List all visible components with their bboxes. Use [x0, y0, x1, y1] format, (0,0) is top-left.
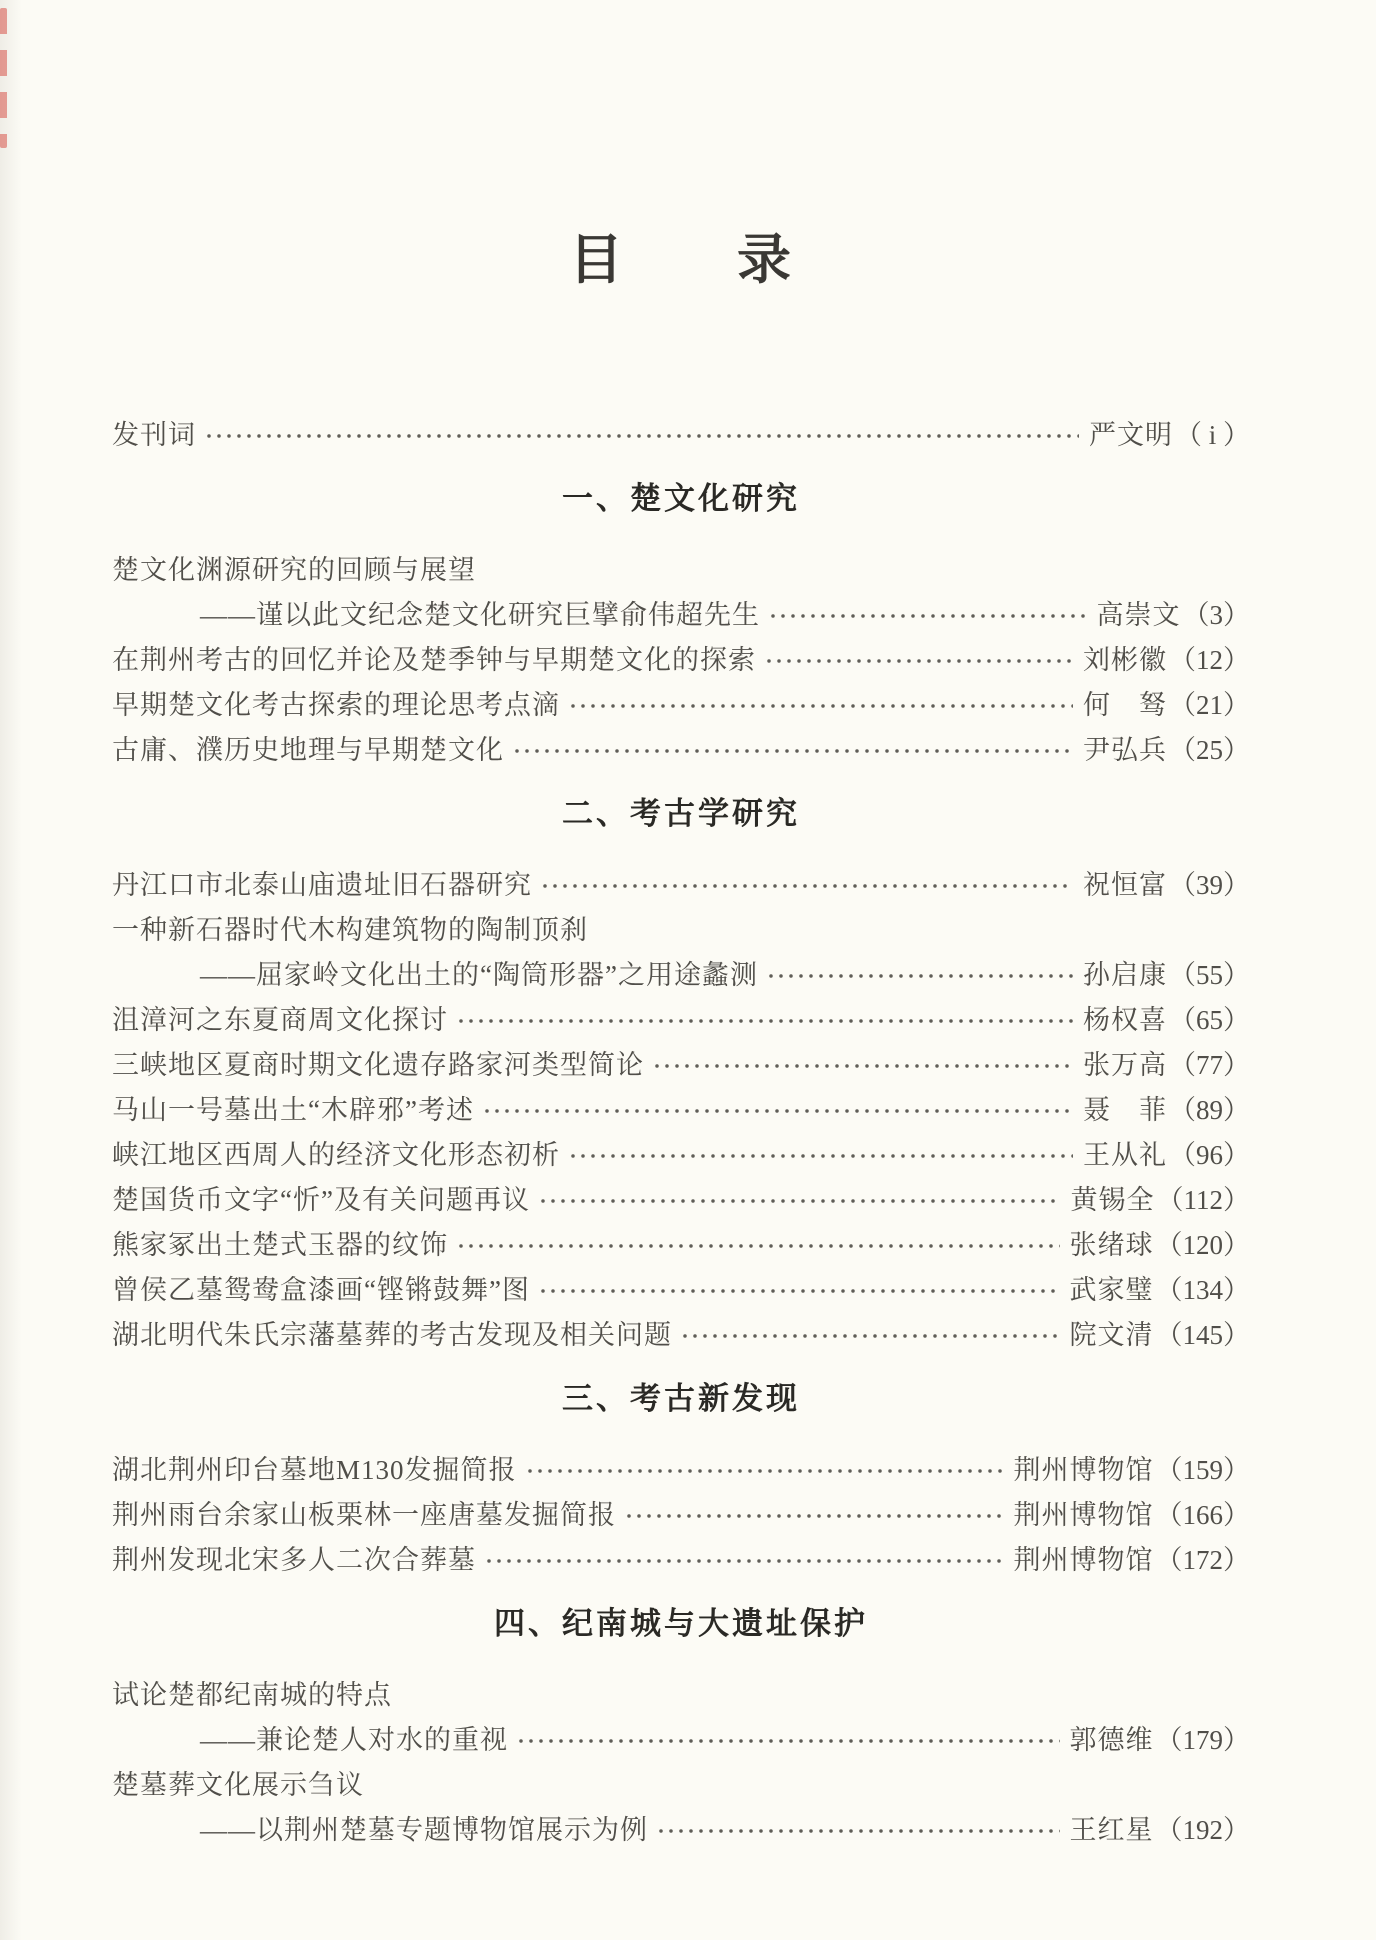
entry-title: 峡江地区西周人的经济文化形态初析 [112, 1140, 560, 1170]
entry-title: 在荆州考古的回忆并论及楚季钟与早期楚文化的探索 [112, 645, 756, 675]
section-heading: 二、考古学研究 [562, 796, 800, 831]
entry-author: 黄锡全 [1070, 1185, 1155, 1215]
entry-title: 沮漳河之东夏商周文化探讨 [112, 1005, 448, 1035]
toc-entry-line [112, 1130, 1250, 1175]
toc-entry-line [112, 725, 1250, 770]
toc-entry-line [112, 950, 1250, 995]
entry-page: （89） [1169, 1095, 1250, 1125]
toc-entry-line [112, 680, 1250, 725]
entry-author: 荆州博物馆 [1013, 1545, 1154, 1575]
dot-leader [568, 1130, 1073, 1175]
dot-leader [525, 1445, 1004, 1490]
entry-page: （145） [1155, 1320, 1250, 1350]
entry-title: 早期楚文化考古探索的理论思考点滴 [112, 690, 560, 720]
dot-leader [652, 1040, 1073, 1085]
entry-title: 试论楚都纪南城的特点 [112, 1680, 392, 1710]
toc-list [112, 410, 1250, 1850]
entry-title: 荆州雨台余家山板栗林一座唐墓发掘简报 [112, 1500, 616, 1530]
dot-leader [512, 725, 1073, 770]
entry-page: （179） [1155, 1725, 1250, 1755]
entry-author: 王红星 [1069, 1815, 1154, 1845]
dot-leader [624, 1490, 1004, 1535]
entry-page: （159） [1155, 1455, 1250, 1485]
entry-title: 古庸、濮历史地理与早期楚文化 [112, 735, 504, 765]
toc-entry-line [112, 1805, 1250, 1850]
entry-page: （77） [1169, 1050, 1250, 1080]
entry-page: （192） [1155, 1815, 1250, 1845]
entry-author: 刘彬徽 [1083, 645, 1167, 675]
dot-leader [538, 1265, 1060, 1310]
entry-author: 郭德维 [1069, 1725, 1154, 1755]
section-heading: 三、考古新发现 [562, 1381, 800, 1416]
entry-page: （65） [1169, 1005, 1250, 1035]
dot-leader [680, 1310, 1060, 1355]
entry-author: 尹弘兵 [1083, 735, 1167, 765]
entry-title: 曾侯乙墓鸳鸯盒漆画“铿锵鼓舞”图 [112, 1275, 530, 1305]
entry-author: 何 驽 [1083, 690, 1167, 720]
section-heading: 四、纪南城与大遗址保护 [494, 1606, 868, 1641]
entry-title: 一种新石器时代木构建筑物的陶制顶刹 [112, 915, 588, 945]
dot-leader [540, 860, 1073, 905]
entry-page: （96） [1169, 1140, 1250, 1170]
entry-author: 张绪球 [1069, 1230, 1154, 1260]
toc-entry-line [112, 1175, 1250, 1220]
entry-author: 院文清 [1069, 1320, 1154, 1350]
entry-author: 张万高 [1083, 1050, 1167, 1080]
page-title: 目 录 [569, 230, 793, 290]
entry-title: 丹江口市北泰山庙遗址旧石器研究 [112, 870, 532, 900]
entry-page: （3） [1182, 600, 1250, 630]
dot-leader [568, 680, 1073, 725]
entry-author: 荆州博物馆 [1013, 1500, 1154, 1530]
entry-author: 孙启康 [1083, 960, 1167, 990]
entry-page: （39） [1169, 870, 1250, 900]
entry-page: （134） [1155, 1275, 1250, 1305]
toc-entry-line [112, 635, 1250, 680]
entry-page: （55） [1169, 960, 1250, 990]
section-heading: 一、楚文化研究 [562, 481, 800, 516]
entry-author: 高崇文 [1096, 600, 1181, 630]
toc-entry-line [112, 1310, 1250, 1355]
dot-leader [484, 1535, 1004, 1580]
dot-leader [764, 635, 1073, 680]
dot-leader [204, 410, 1079, 455]
toc-entry-line [112, 860, 1250, 905]
entry-author: 武家璧 [1069, 1275, 1154, 1305]
dot-leader [516, 1715, 1060, 1760]
page-gutter-shading [0, 0, 26, 1940]
dot-leader [482, 1085, 1073, 1130]
toc-entry-title-line [112, 545, 1250, 590]
entry-title: ——谨以此文纪念楚文化研究巨擘俞伟超先生 [200, 600, 760, 630]
entry-title: 楚国货币文字“忻”及有关问题再议 [112, 1185, 530, 1215]
dot-leader [766, 950, 1073, 995]
entry-title: 楚墓葬文化展示刍议 [112, 1770, 364, 1800]
toc-content [112, 0, 1250, 1850]
toc-entry-line [112, 410, 1250, 455]
entry-title: ——兼论楚人对水的重视 [200, 1725, 508, 1755]
entry-title: 三峡地区夏商时期文化遗存路家河类型简论 [112, 1050, 644, 1080]
entry-title: ——屈家岭文化出土的“陶筒形器”之用途蠡测 [200, 960, 758, 990]
entry-author: 聂 菲 [1083, 1095, 1167, 1125]
entry-page: （21） [1169, 690, 1250, 720]
entry-author: 荆州博物馆 [1013, 1455, 1154, 1485]
toc-entry-line [112, 1040, 1250, 1085]
entry-title: 荆州发现北宋多人二次合葬墓 [112, 1545, 476, 1575]
entry-title: 马山一号墓出土“木辟邪”考述 [112, 1095, 474, 1125]
entry-title: ——以荆州楚墓专题博物馆展示为例 [200, 1815, 648, 1845]
scan-red-marks [0, 8, 7, 148]
dot-leader [456, 995, 1073, 1040]
toc-entry-line [112, 1265, 1250, 1310]
toc-entry-line [112, 1715, 1250, 1760]
toc-entry-line [112, 1085, 1250, 1130]
entry-page: （12） [1169, 645, 1250, 675]
entry-title: 熊家冢出土楚式玉器的纹饰 [112, 1230, 448, 1260]
entry-page: （25） [1169, 735, 1250, 765]
entry-page: （172） [1155, 1545, 1250, 1575]
entry-author: 祝恒富 [1083, 870, 1167, 900]
dot-leader [538, 1175, 1061, 1220]
entry-page: （ i ） [1174, 420, 1250, 450]
entry-title: 湖北明代朱氏宗藩墓葬的考古发现及相关问题 [112, 1320, 672, 1350]
toc-entry-title-line [112, 1670, 1250, 1715]
toc-entry-line [112, 590, 1250, 635]
entry-title: 发刊词 [112, 420, 196, 450]
entry-page: （112） [1156, 1185, 1250, 1215]
toc-entry-line [112, 1445, 1250, 1490]
toc-entry-title-line [112, 1760, 1250, 1805]
toc-entry-title-line [112, 905, 1250, 950]
toc-entry-line [112, 1535, 1250, 1580]
dot-leader [768, 590, 1087, 635]
entry-author: 杨权喜 [1083, 1005, 1167, 1035]
entry-title: 楚文化渊源研究的回顾与展望 [112, 555, 476, 585]
toc-entry-line [112, 1490, 1250, 1535]
entry-page: （120） [1155, 1230, 1250, 1260]
dot-leader [656, 1805, 1060, 1850]
dot-leader [456, 1220, 1060, 1265]
entry-author: 严文明 [1088, 420, 1173, 450]
toc-entry-line [112, 995, 1250, 1040]
toc-entry-line [112, 1220, 1250, 1265]
entry-page: （166） [1155, 1500, 1250, 1530]
entry-author: 王从礼 [1083, 1140, 1167, 1170]
entry-title: 湖北荆州印台墓地M130发掘简报 [112, 1455, 517, 1485]
